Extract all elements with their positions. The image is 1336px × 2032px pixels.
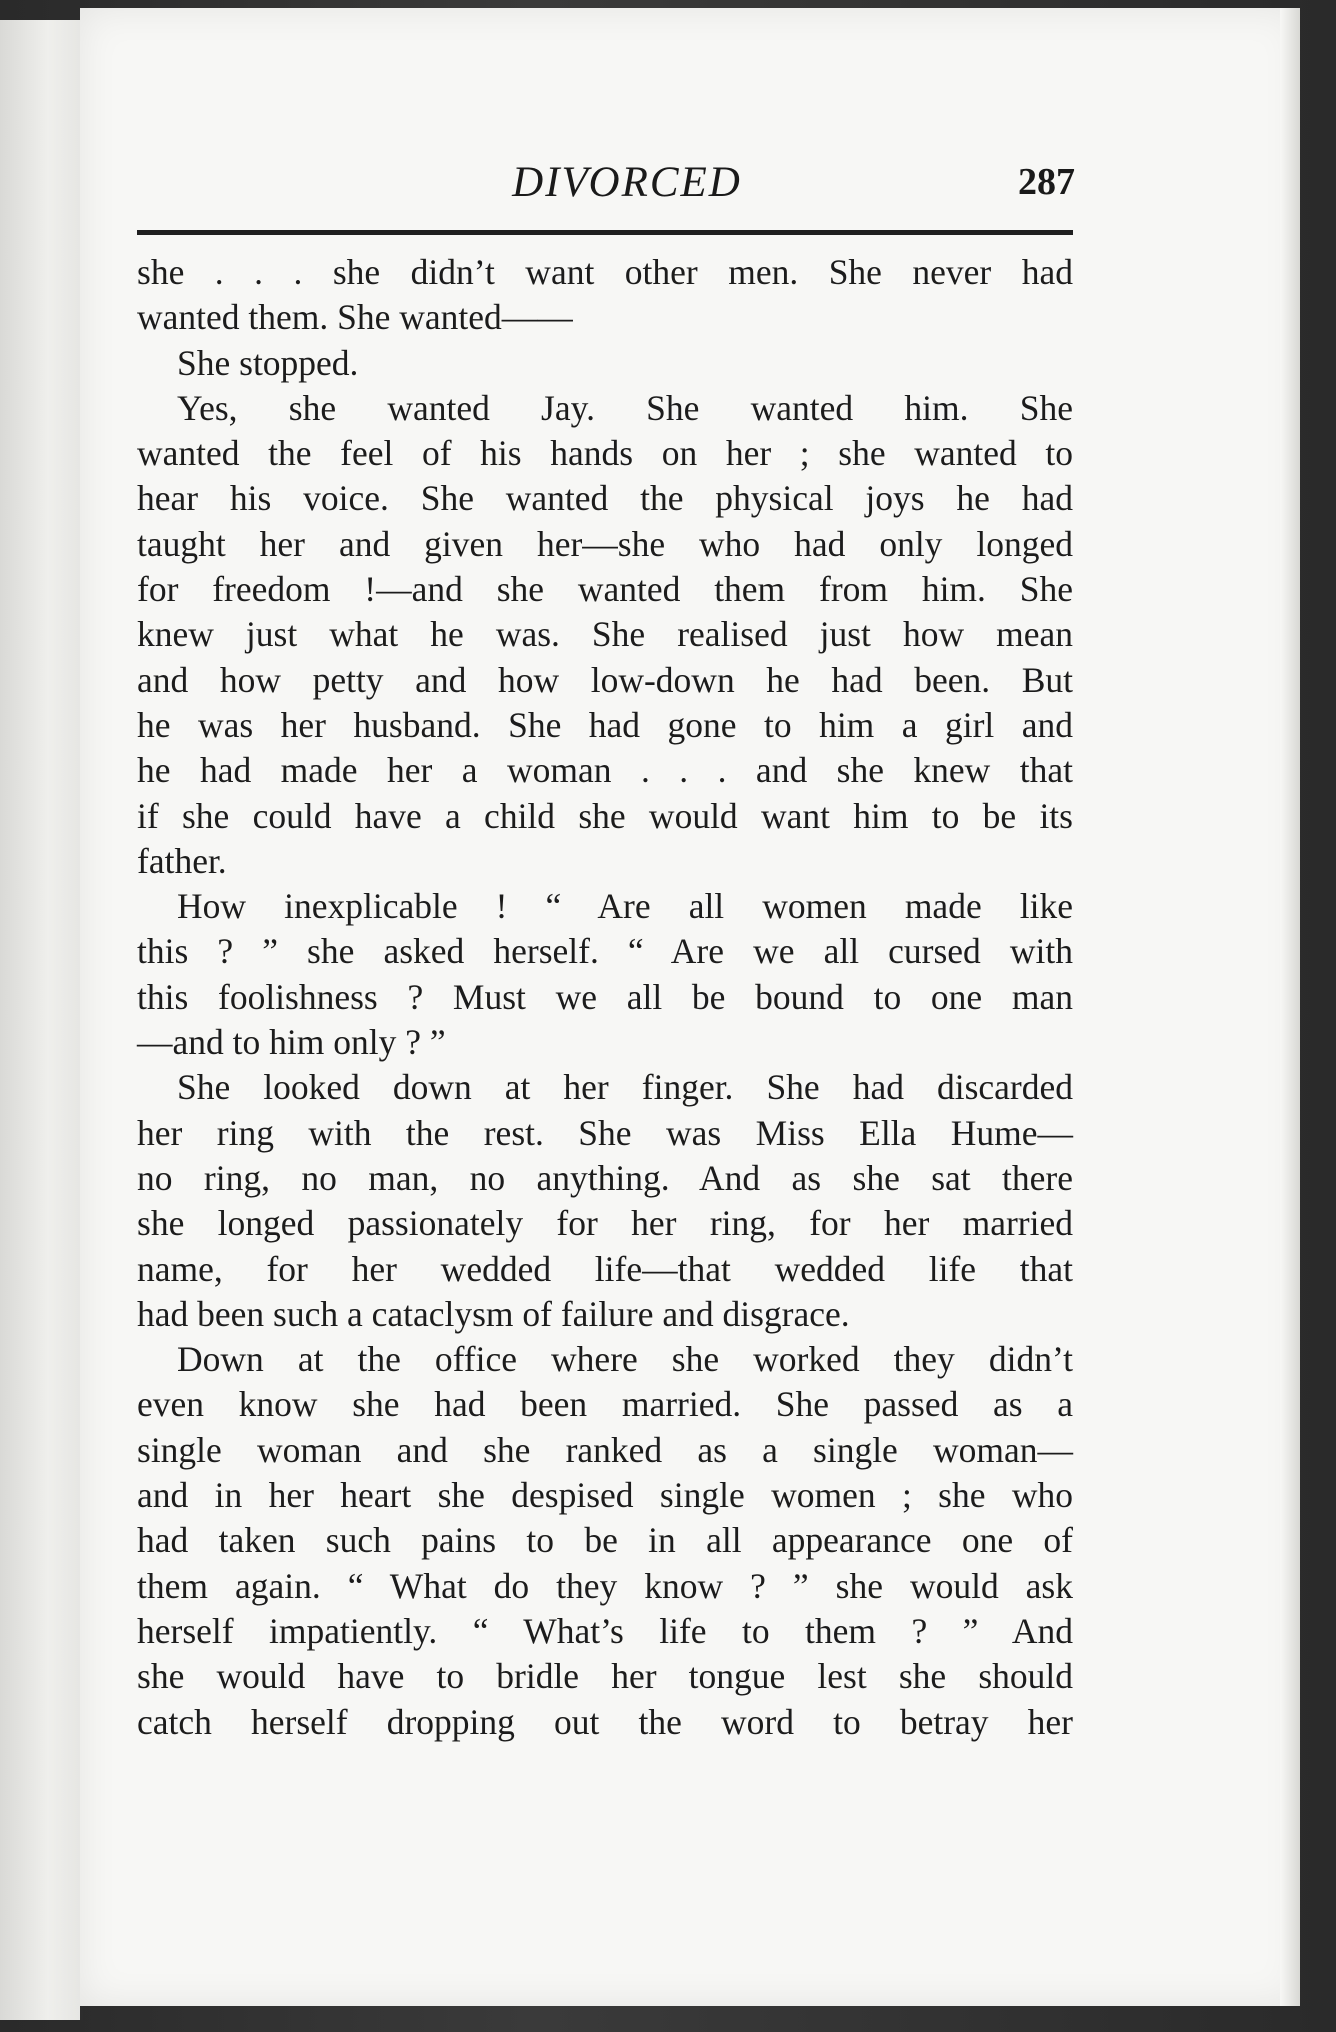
text-line: name, for her wedded life—that wedded life that [137,1248,1073,1289]
text-line: knew just what he was. She realised just how mean [137,614,1073,655]
text-line: and in her heart she despised single women ; she who [137,1475,1073,1516]
text-line: single woman and she ranked as a single woman— [137,1429,1073,1470]
page-edge-shadow [1280,8,1300,2006]
text-line: for freedom !—and she wanted them from him. She [137,569,1073,610]
text-line: How inexplicable ! “ Are all women made like [177,886,1073,927]
text-line: hear his voice. She wanted the physical joys he had [137,478,1073,519]
page-number: 287 [1018,161,1075,203]
text-line: She looked down at her finger. She had discarded [177,1067,1073,1108]
text-line: no ring, no man, no anything. And as she sat there [137,1157,1073,1198]
text-line: she longed passionately for her ring, for her married [137,1203,1073,1244]
text-line: had been such a cataclysm of failure and disgrace. [137,1293,850,1334]
running-title: DIVORCED [512,159,742,206]
header-rule [137,230,1073,235]
facing-page-edge [0,20,83,2020]
text-line: taught her and given her—she who had only longed [137,523,1073,564]
text-line: she . . . she didn’t want other men. She never had [137,252,1073,292]
text-line: She stopped. [177,342,359,383]
text-line: her ring with the rest. She was Miss Ella Hume— [137,1112,1073,1153]
text-line: if she could have a child she would want him to be its [137,795,1073,836]
text-line: herself impatiently. “ What’s life to them ? ” And [137,1610,1073,1651]
text-line: even know she had been married. She passed as a [137,1384,1073,1425]
text-line: had taken such pains to be in all appearance one of [137,1520,1073,1561]
text-line: father. [137,840,227,881]
text-line: Down at the office where she worked they didn’t [177,1339,1073,1380]
running-head [137,158,1077,218]
text-line: this ? ” she asked herself. “ Are we all cursed with [137,931,1073,972]
text-line: wanted the feel of his hands on her ; she wanted to [137,433,1073,474]
text-line: them again. “ What do they know ? ” she would ask [137,1565,1073,1606]
text-line: —and to him only ? ” [137,1022,446,1063]
text-line: he was her husband. She had gone to him a girl and [137,704,1073,745]
text-line: wanted them. She wanted—— [137,297,573,338]
body-text [137,250,1073,1745]
text-line: and how petty and how low-down he had been. But [137,659,1073,700]
text-line: this foolishness ? Must we all be bound to one man [137,976,1073,1017]
text-line: catch herself dropping out the word to betray her [137,1701,1073,1742]
text-line: Yes, she wanted Jay. She wanted him. She [177,387,1073,428]
text-line: she would have to bridle her tongue lest she should [137,1656,1073,1697]
text-line: he had made her a woman . . . and she knew that [137,750,1073,791]
